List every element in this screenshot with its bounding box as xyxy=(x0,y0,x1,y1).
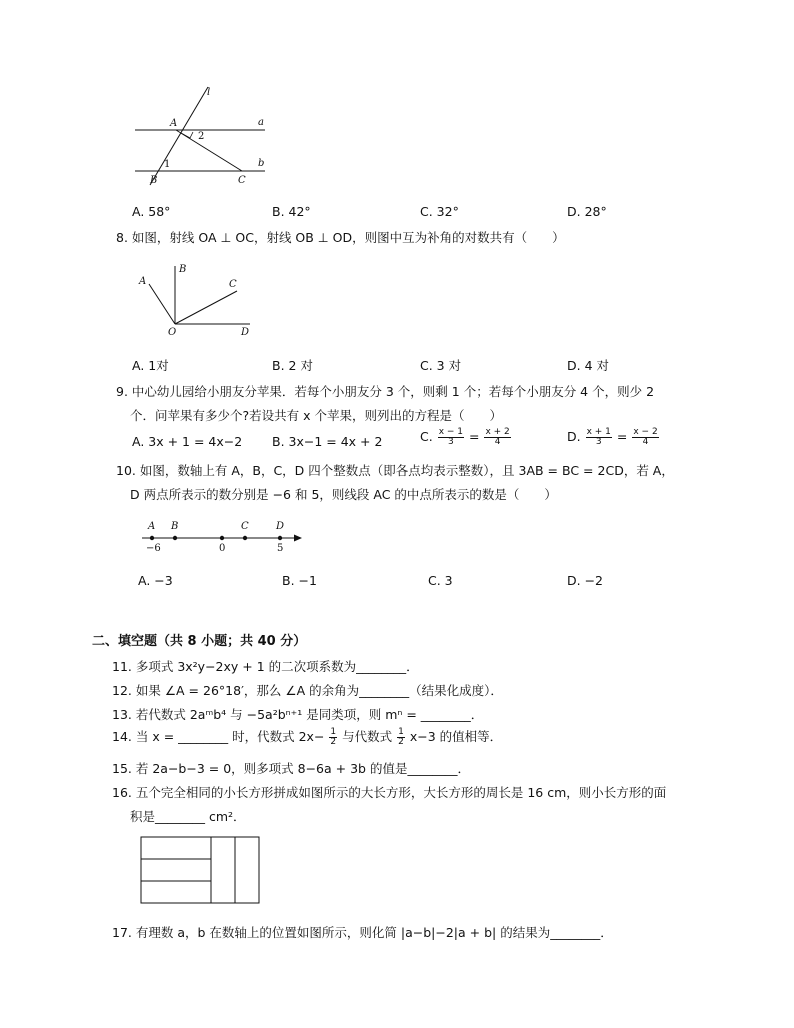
label-A: A xyxy=(139,276,147,287)
q16-line2: 积是________ cm²． xyxy=(130,809,246,824)
point-a xyxy=(150,536,154,540)
q10-option-d[interactable]: D. −2 xyxy=(567,573,603,588)
q7-option-a[interactable]: A. 58° xyxy=(132,204,171,219)
label-angle1: 1 xyxy=(164,159,171,170)
q14-part2: 与代数式 xyxy=(342,729,393,744)
q9-option-c[interactable] xyxy=(420,428,512,447)
q10-line2: D 两点所表示的数分别是 −6 和 5，则线段 AC 的中点所表示的数是（ ） xyxy=(130,487,557,502)
tick-zero: 0 xyxy=(219,543,226,554)
label-B: B xyxy=(171,521,179,532)
label-C: C xyxy=(238,175,246,186)
ray-oa xyxy=(149,284,175,324)
label-C: C xyxy=(241,521,249,532)
label-O: O xyxy=(168,327,177,338)
label-D: D xyxy=(241,327,250,338)
tick-five: 5 xyxy=(277,543,284,554)
q9-option-d[interactable] xyxy=(567,428,660,447)
q8-option-a[interactable]: A. 1对 xyxy=(132,358,169,373)
point-zero xyxy=(220,536,224,540)
q8-option-b[interactable]: B. 2 对 xyxy=(272,358,313,373)
label-angle2: 2 xyxy=(198,131,205,142)
q10-option-c[interactable]: C. 3 xyxy=(428,573,453,588)
q9-d-prefix: D. xyxy=(567,429,581,444)
q9-c-frac1: $\frac{x - 1}{3}$ xyxy=(438,427,464,447)
q9-line1: 9. 中心幼儿园给小朋友分苹果．若每个小朋友分 3 个，则剩 1 个；若每个小朋友分 4 个，则少 2 xyxy=(116,384,655,399)
q10-option-a[interactable]: A. −3 xyxy=(138,573,173,588)
point-b xyxy=(173,536,177,540)
q10-number-line xyxy=(138,518,308,558)
label-A: A xyxy=(170,118,178,129)
q8-figure xyxy=(135,260,265,340)
q16-line1: 16. 五个完全相同的小长方形拼成如图所示的大长方形，大长方形的周长是 16 cm，则小长方形的面 xyxy=(112,785,667,800)
q7-option-c[interactable]: C. 32° xyxy=(420,204,459,219)
label-C: C xyxy=(229,279,237,290)
q9-c-frac2: $\frac{x + 2}{4}$ xyxy=(485,427,510,447)
q9-line2: 个．问苹果有多少个?若设共有 x 个苹果，则列出的方程是（ ） xyxy=(130,408,502,423)
label-b: b xyxy=(258,158,265,169)
label-B: B xyxy=(179,264,187,275)
ray-oc xyxy=(175,291,237,324)
q8-option-d[interactable]: D. 4 对 xyxy=(567,358,609,373)
q8-option-c[interactable]: C. 3 对 xyxy=(420,358,462,373)
point-c xyxy=(243,536,247,540)
section-2-title: 二、填空题（共 8 小题；共 40 分） xyxy=(92,634,307,649)
q13-text: 13. 若代数式 2aᵐb⁴ 与 −5a²bⁿ⁺¹ 是同类项，则 mⁿ = ________． xyxy=(112,707,484,722)
label-D: D xyxy=(276,521,285,532)
label-l: l xyxy=(207,87,211,98)
q14-part1: 14. 当 x = ________ 时，代数式 2x− xyxy=(112,729,325,744)
label-B: B xyxy=(150,175,158,186)
q9-option-a[interactable]: A. 3x + 1 = 4x−2 xyxy=(132,434,243,449)
q9-c-prefix: C. xyxy=(420,429,433,444)
q16-rectangles-figure xyxy=(140,836,262,906)
q15-text: 15. 若 2a−b−3 = 0，则多项式 8−6a + 3b 的值是________． xyxy=(112,761,470,776)
q14-part3: x−3 的值相等． xyxy=(409,729,503,744)
q17-text: 17. 有理数 a，b 在数轴上的位置如图所示，则化简 |a−b|−2|a + b| 的结果为________． xyxy=(112,925,613,940)
q7-option-d[interactable]: D. 28° xyxy=(567,204,607,219)
q8-text: 8. 如图，射线 OA ⊥ OC，射线 OB ⊥ OD，则图中互为补角的对数共有（ ） xyxy=(116,230,565,245)
label-a: a xyxy=(258,117,264,128)
q14-frac2: $\frac{1}{2}$ xyxy=(398,727,404,747)
q10-option-b[interactable]: B. −1 xyxy=(282,573,317,588)
q7-figure xyxy=(130,85,280,190)
q9-c-eq: = xyxy=(469,429,480,444)
q9-d-eq: = xyxy=(616,429,628,444)
label-A: A xyxy=(148,521,156,532)
q10-line1: 10. 如图，数轴上有 A，B，C，D 四个整数点（即各点均表示整数），且 3AB = BC = 2CD，若 A， xyxy=(116,463,674,478)
point-d xyxy=(278,536,282,540)
q9-d-frac1: $\frac{x + 1}{3}$ xyxy=(586,427,611,447)
q14-text xyxy=(112,728,502,747)
tick-minus6: −6 xyxy=(146,543,161,554)
q14-frac1: $\frac{1}{2}$ xyxy=(330,727,337,747)
q7-option-b[interactable]: B. 42° xyxy=(272,204,311,219)
q9-d-frac2: $\frac{x - 2}{4}$ xyxy=(633,427,658,447)
large-rectangle xyxy=(141,837,259,903)
axis-arrow xyxy=(294,535,302,542)
q11-text: 11. 多项式 3x²y−2xy + 1 的二次项系数为________． xyxy=(112,659,419,674)
q9-option-b[interactable]: B. 3x−1 = 4x + 2 xyxy=(272,434,383,449)
q12-text: 12. 如果 ∠A = 26°18′，那么 ∠A 的余角为________（结果化成度）． xyxy=(112,683,503,698)
